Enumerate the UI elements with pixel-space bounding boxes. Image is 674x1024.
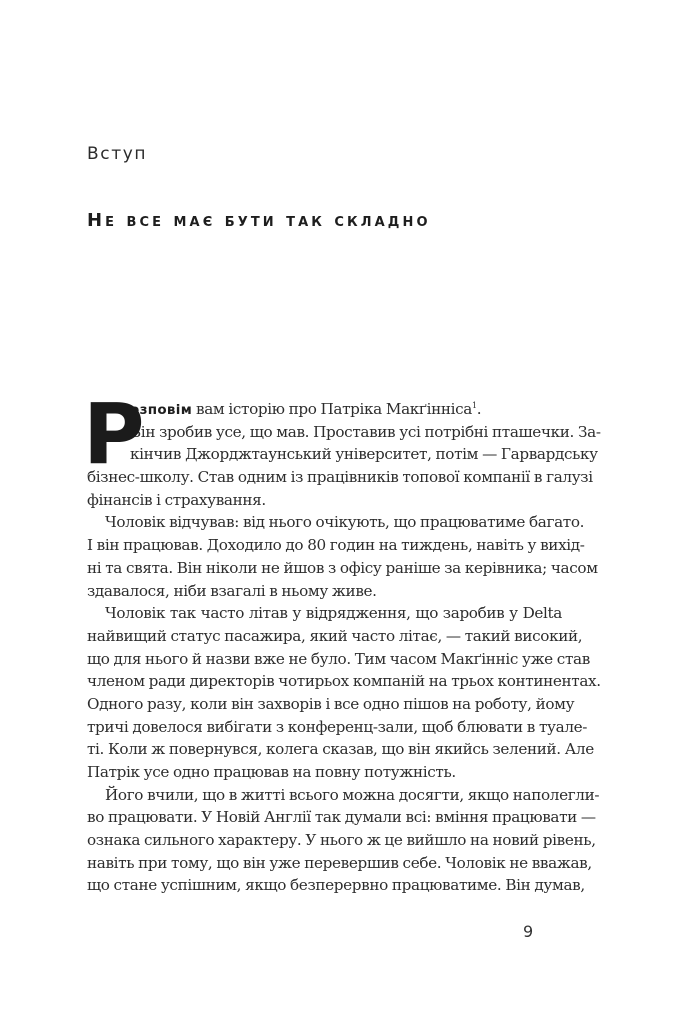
text-line: найвищий статус пасажира, який часто літає, — такий високий, (87, 626, 583, 645)
text-line: членом ради директорів чотирьох компаній на трьох континентах. (87, 672, 601, 691)
text-line: ознака сильного характеру. У нього ж це вийшло на новий рівень, (87, 831, 596, 850)
body-text (83, 385, 601, 897)
text-line: ті. Коли ж повернувся, колега сказав, що він якийсь зелений. Але (87, 740, 594, 759)
text-line: здавалося, ніби взагалі в ньому живе. (87, 581, 377, 600)
text-line: во працювати. У Новій Англії так думали всі: вміння працювати — (87, 808, 596, 827)
text-line: Чоловік так часто літав у відрядження, що заробив у Delta (105, 604, 562, 623)
text-line: Чоловік відчував: від нього очікують, що працюватиме багато. (105, 513, 585, 532)
text-line: Одного разу, коли він захворів і все одно пішов на роботу, йому (87, 694, 575, 713)
text-line: Патрік усе одно працював на повну потужність. (87, 763, 456, 781)
text-line: ні та свята. Він ніколи не йшов з офісу раніше за керівника; часом (87, 558, 598, 577)
text-line: тричі довелося вибігати з конференц-зали, щоб блювати в туале- (87, 717, 588, 736)
text-line: що для нього й назви вже не було. Тим часом Макґінніс уже став (87, 649, 590, 668)
text-line: Він зробив усе, що мав. Проставив усі потрібні пташечки. За- (130, 422, 601, 441)
page-number: 9 (523, 922, 534, 941)
lead-word: озповім (130, 402, 193, 418)
footnote-marker[interactable]: 1 (472, 401, 477, 410)
text-line: що стане успішним, якщо безперервно працюватиме. Він думав, (87, 876, 585, 895)
section-label: Вступ (87, 144, 148, 164)
text-line: навіть при тому, що він уже перевершив себе. Чоловік не вважав, (87, 853, 592, 872)
drop-cap: Р (83, 385, 145, 483)
chapter-title: Не все має бути так складно (87, 210, 431, 231)
text-line: фінансів і страхування. (87, 490, 266, 509)
text-line: кінчив Джорджтаунський університет, потім — Гарвардську (130, 445, 598, 464)
text-line: Його вчили, що в житті всього можна досягти, якщо наполегли- (105, 785, 600, 804)
text-line: І він працював. Доходило до 80 годин на тиждень, навіть у вихід- (87, 536, 585, 555)
text-line: бізнес-школу. Став одним із працівників топової компанії в галузі (87, 468, 593, 487)
text-line: озповім вам історію про Патріка Макґінніса$^1$. (130, 400, 482, 418)
